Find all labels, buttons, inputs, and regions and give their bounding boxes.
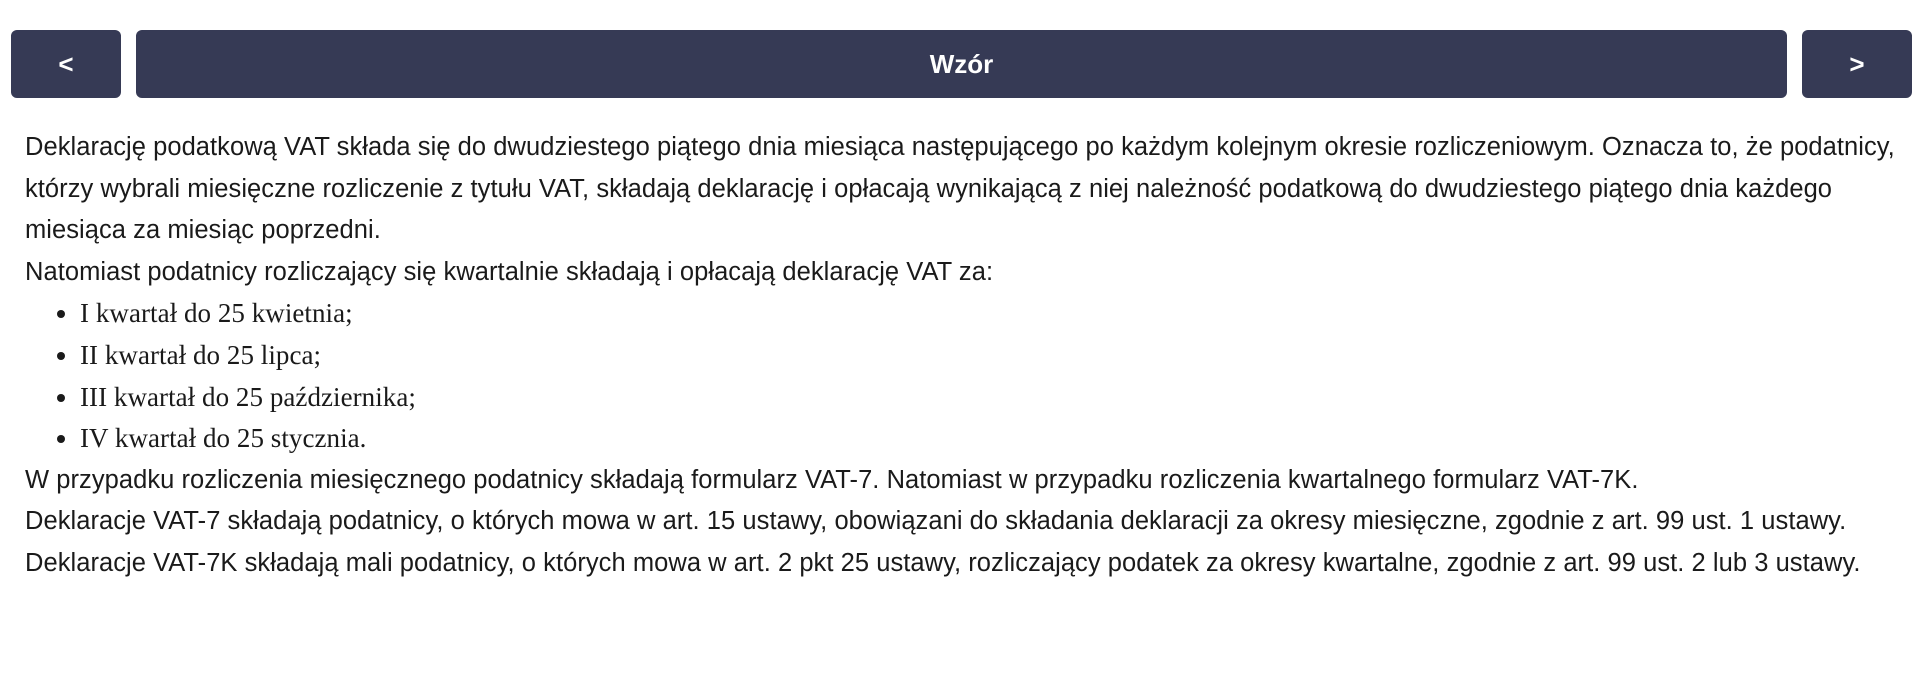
- list-item: • II kwartał do 25 lipca;: [80, 335, 1900, 377]
- quarter-deadline-list: [25, 293, 1900, 459]
- paragraph-vat7: Deklaracje VAT-7 składają podatnicy, o których mowa w art. 15 ustawy, obowiązani do składania deklaracji za okresy miesięczne, zgodnie z art. 99 ust. 1 ustawy.: [25, 507, 1847, 536]
- paragraph-quarterly-intro: Natomiast podatnicy rozliczający się kwartalnie składają i opłacają deklarację VAT za:: [25, 257, 994, 286]
- navigation-bar: [11, 30, 1911, 98]
- list-item: • III kwartał do 25 października;: [80, 377, 1900, 419]
- page-title-button[interactable]: [136, 30, 1787, 98]
- article-content: [25, 127, 1900, 585]
- paragraph-vat7k: Deklaracje VAT-7K składają mali podatnicy, o których mowa w art. 2 pkt 25 ustawy, rozliczający podatek za okresy kwartalne, zgodnie z art. 99 ust. 2 lub 3 ustawy.: [25, 548, 1861, 577]
- chevron-left-icon: <: [58, 48, 74, 79]
- next-button[interactable]: [1802, 30, 1912, 98]
- paragraph-deadline-intro: Deklarację podatkową VAT składa się do dwudziestego piątego dnia miesiąca następującego po każdym kolejnym okresie rozliczeniowym. Oznacza to, że podatnicy, którzy wybrali miesięczne rozliczenie z tytułu VAT, składają deklarację i opłacają wynikającą z niej należność podatkową do dwudziestego piątego dnia każdego miesiąca za miesiąc poprzedni.: [25, 133, 1895, 245]
- page-title: Wzór: [929, 48, 994, 79]
- previous-button[interactable]: [11, 30, 121, 98]
- list-item: • IV kwartał do 25 stycznia.: [80, 418, 1900, 460]
- list-item: • I kwartał do 25 kwietnia;: [80, 293, 1900, 335]
- chevron-right-icon: >: [1849, 48, 1865, 79]
- paragraph-forms: W przypadku rozliczenia miesięcznego podatnicy składają formularz VAT-7. Natomiast w przypadku rozliczenia kwartalnego formularz VAT-7K.: [25, 465, 1639, 494]
